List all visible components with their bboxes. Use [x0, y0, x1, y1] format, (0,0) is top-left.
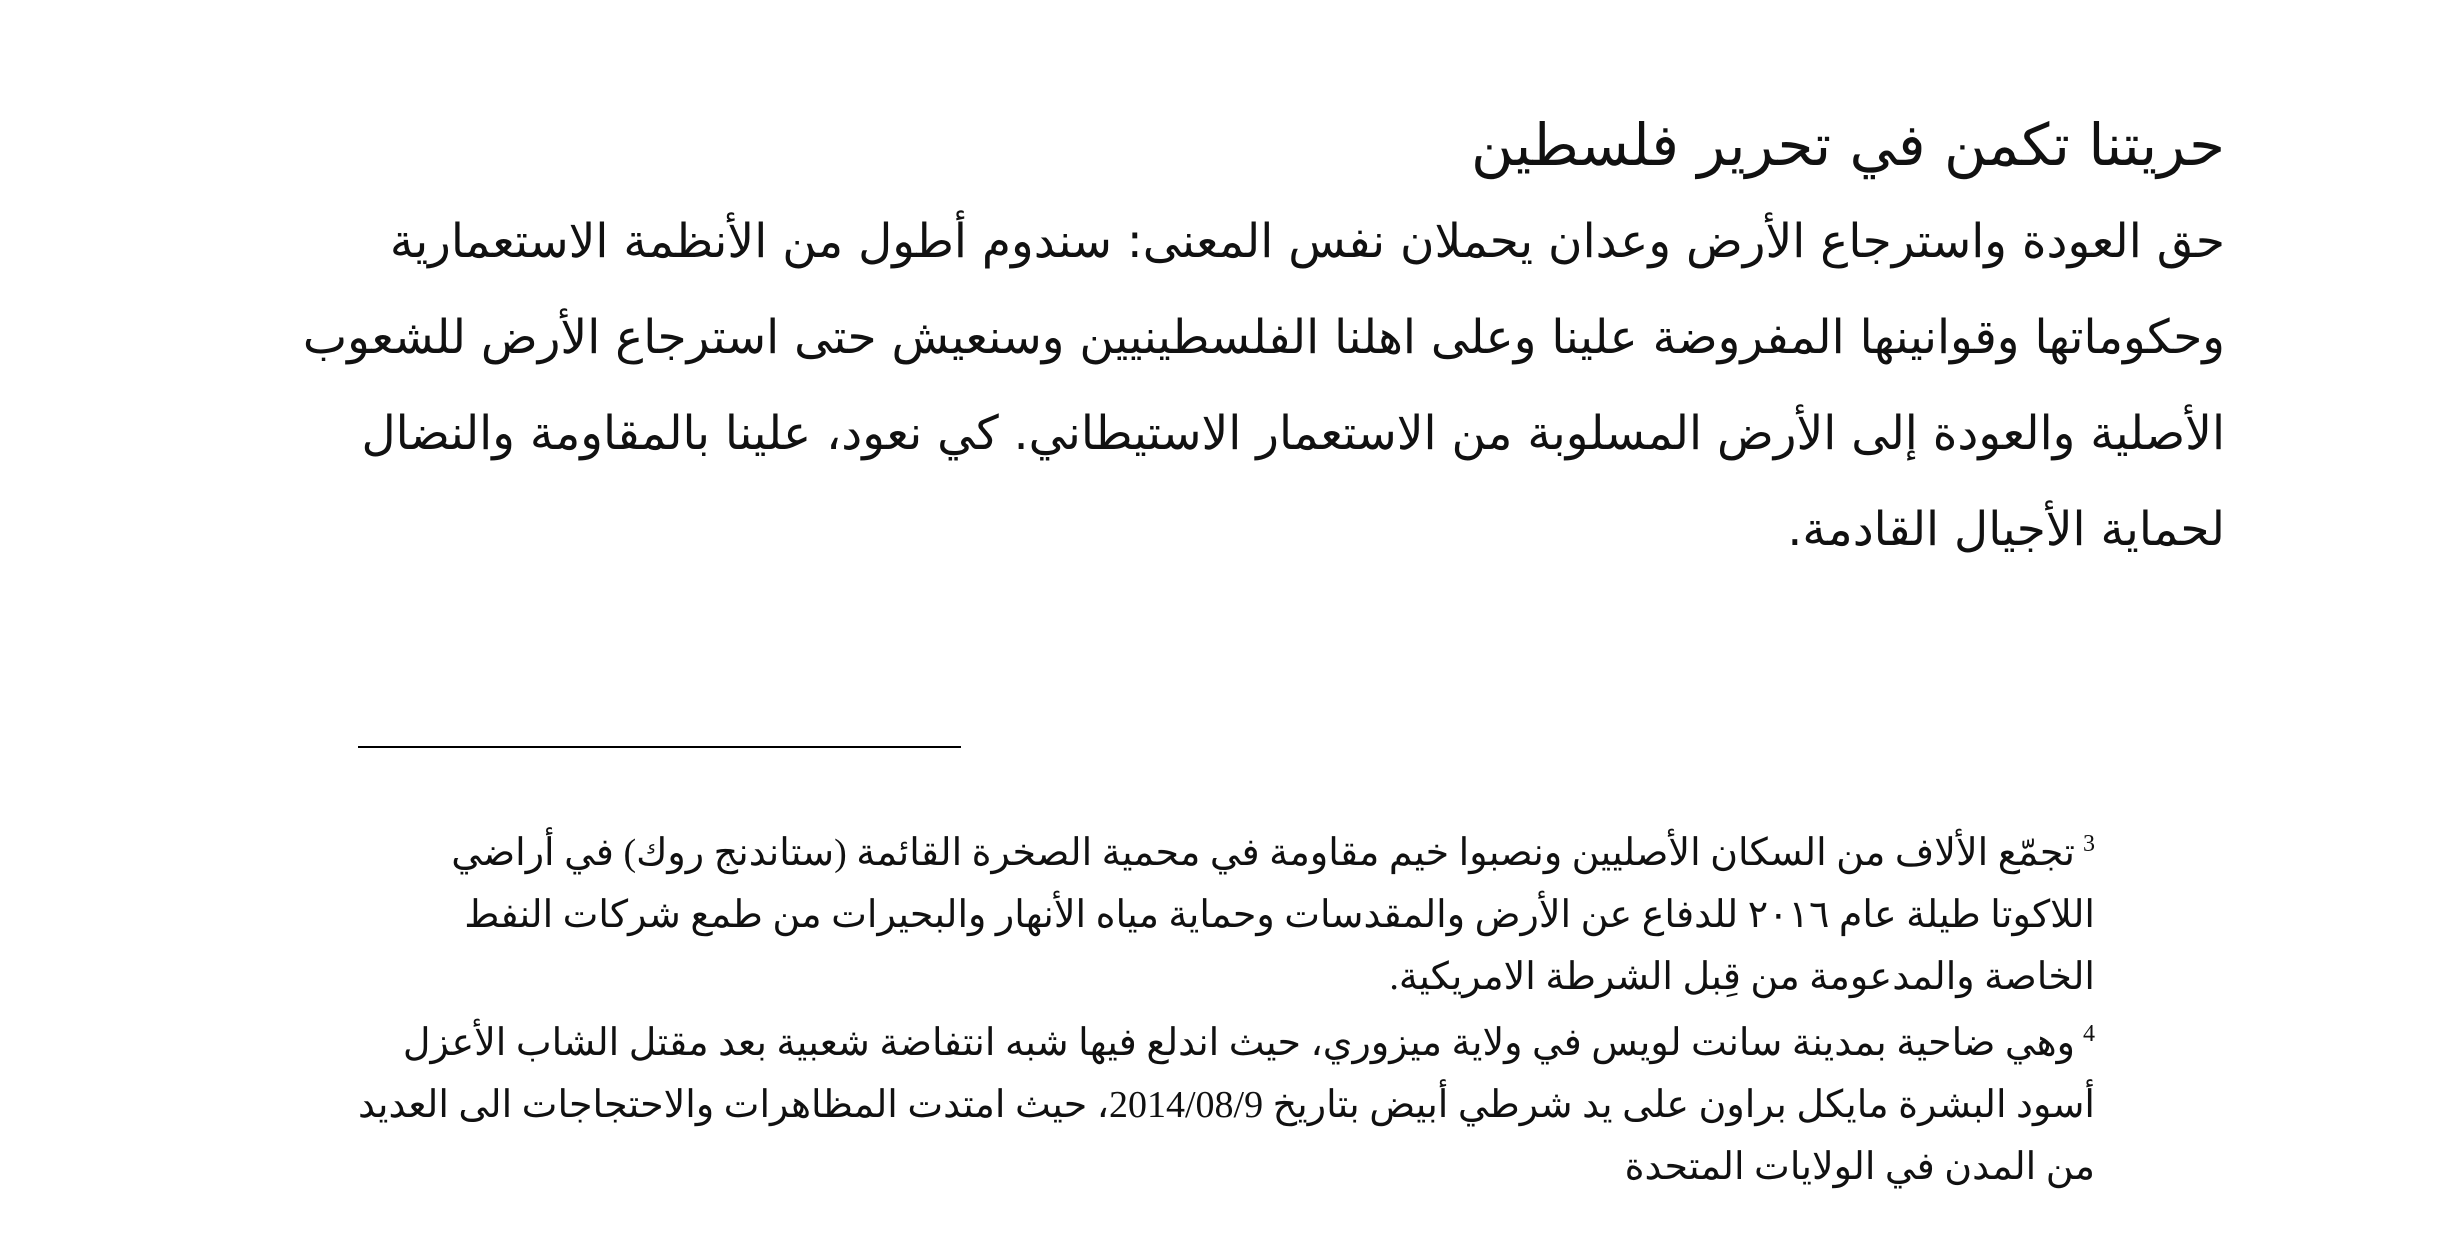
footnotes-section [355, 822, 2095, 1202]
footnote-text: تجمّع الألاف من السكان الأصليين ونصبوا خيم مقاومة في محمية الصخرة القائمة (ستاندنج روك) في أراضي اللاكوتا طيلة عام ٢٠١٦ للدفاع عن الأرض والمقدسات وحماية مياه الأنهار والبحيرات من طمع شركات النفط الخاصة والمدعومة من قِبل الشرطة الامريكية. [451, 832, 2095, 998]
footnote-separator [358, 746, 961, 748]
body-paragraph: حق العودة واسترجاع الأرض وعدان يحملان نفس المعنى: سندوم أطول من الأنظمة الاستعمارية وحكوماتها وقوانينها المفروضة علينا وعلى اهلنا الفلسطينيين وسنعيش حتى استرجاع الأرض للشعوب الأصلية والعودة إلى الأرض المسلوبة من الاستعمار الاستيطاني. كي نعود، علينا بالمقاومة والنضال لحماية الأجيال القادمة. [302, 214, 2225, 557]
page-title: حريتنا تكمن في تحرير فلسطين [1471, 111, 2225, 179]
footnote-text: وهي ضاحية بمدينة سانت لويس في ولاية ميزوري، حيث اندلع فيها شبه انتفاضة شعبية بعد مقتل الشاب الأعزل أسود البشرة مايكل براون على يد شرطي أبيض بتاريخ 2014/08/9، حيث امتدت المظاهرات والاحتجاجات الى العديد من المدن في الولايات المتحدة [357, 1022, 2095, 1188]
footnote-3 [355, 822, 2095, 1008]
footnote-4 [355, 1012, 2095, 1198]
main-text-block [280, 100, 2225, 578]
footnote-marker: 4 [2083, 1021, 2095, 1048]
footnote-marker: 3 [2083, 831, 2095, 858]
